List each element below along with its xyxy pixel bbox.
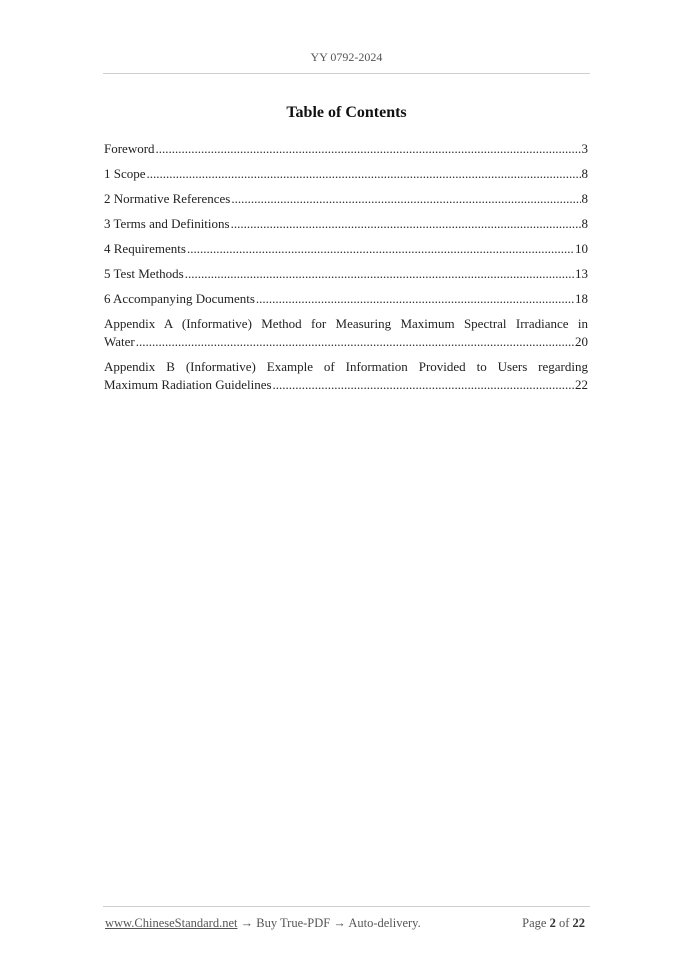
arrow-right-icon: → (240, 916, 254, 930)
toc-entry-page: 8 (581, 191, 588, 206)
toc-entry-page: 13 (575, 266, 588, 281)
buy-pdf-text: Buy True-PDF (256, 916, 331, 930)
toc-entry-page: 8 (581, 216, 588, 231)
toc-entry-label: 4 Requirements (104, 241, 186, 256)
toc-entry-page: 3 (581, 141, 588, 156)
toc-entry-label: Foreword (104, 141, 155, 156)
current-page-number: 2 (549, 916, 556, 930)
toc-entry-label: 5 Test Methods (104, 266, 184, 281)
toc-entry-page: 20 (575, 334, 588, 349)
toc-entry-label: 1 Scope (104, 166, 146, 181)
toc-entry-label-line2: Water (104, 334, 135, 349)
toc-entry-label-line1: Appendix A (Informative) Method for Measuring Maximum Spectral Irradiance in (104, 316, 588, 331)
arrow-right-icon: → (333, 916, 346, 930)
footer-promo (105, 916, 421, 931)
auto-delivery-text: Auto-delivery. (348, 916, 421, 930)
dot-leader (231, 215, 581, 233)
table-of-contents (104, 140, 588, 401)
page-word: Page (522, 916, 547, 930)
footer-divider (103, 906, 590, 907)
page-indicator (522, 916, 585, 931)
toc-entry-page: 18 (575, 291, 588, 306)
toc-entry-label-line1: Appendix B (Informative) Example of Information Provided to Users regarding (104, 359, 588, 374)
of-word: of (558, 916, 570, 930)
toc-title: Table of Contents (286, 104, 407, 121)
dot-leader (147, 165, 581, 183)
toc-entry-page: 8 (581, 166, 588, 181)
website-link[interactable]: www.ChineseStandard.net (105, 916, 238, 930)
toc-entry-test-methods[interactable] (104, 265, 588, 283)
toc-entry-appendix-b[interactable] (104, 358, 588, 394)
dot-leader (185, 265, 574, 283)
dot-leader (231, 190, 580, 208)
dot-leader (136, 333, 574, 351)
toc-entry-appendix-a[interactable] (104, 315, 588, 351)
header-divider (103, 73, 590, 74)
toc-entry-page: 10 (575, 241, 588, 256)
toc-entry-label: 3 Terms and Definitions (104, 216, 230, 231)
dot-leader (156, 140, 581, 158)
total-pages-number: 22 (572, 916, 585, 930)
toc-entry-foreword[interactable] (104, 140, 588, 158)
toc-entry-scope[interactable] (104, 165, 588, 183)
toc-entry-label-line2: Maximum Radiation Guidelines (104, 377, 272, 392)
toc-entry-terms-and-definitions[interactable] (104, 215, 588, 233)
toc-entry-normative-references[interactable] (104, 190, 588, 208)
dot-leader (256, 290, 574, 308)
toc-entry-label: 2 Normative References (104, 191, 231, 206)
toc-entry-requirements[interactable] (104, 240, 588, 258)
toc-entry-label: 6 Accompanying Documents (104, 291, 255, 306)
toc-entry-accompanying-documents[interactable] (104, 290, 588, 308)
document-code: YY 0792-2024 (310, 50, 383, 64)
toc-entry-page: 22 (575, 377, 588, 392)
dot-leader (187, 240, 574, 258)
dot-leader (273, 376, 574, 394)
